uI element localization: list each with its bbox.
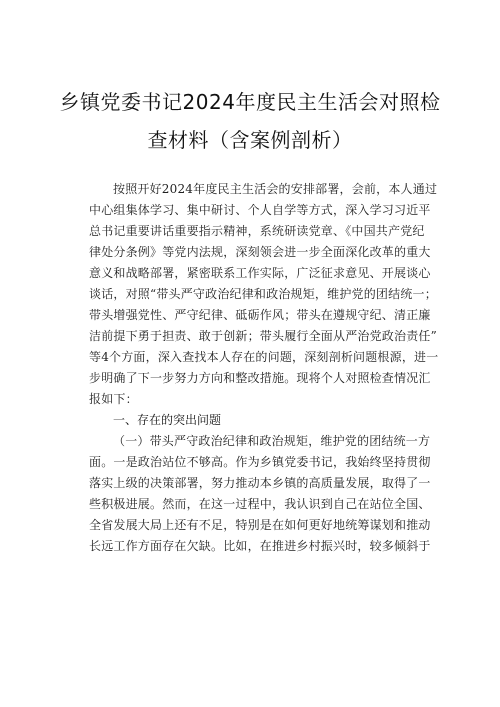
paragraph-line: 些积极进展。然而，在这一过程中，我认识到自己在站位全国、 — [89, 497, 431, 511]
paragraph-line: 总书记重要讲话重要指示精神，系统研读党章、《中国共产党纪 — [89, 224, 425, 238]
paragraph-line: 带头增强党性、严守纪律、砥砺作风；带头在遵规守纪、清正廉 — [89, 308, 431, 322]
paragraph-line: 长远工作方面存在欠缺。比如，在推进乡村振兴时，较多倾斜于 — [89, 539, 431, 553]
paragraph-line: 面。一是政治站位不够高。作为乡镇党委书记，我始终坚持贯彻 — [89, 455, 431, 469]
section-heading: 一、存在的突出问题 — [113, 413, 222, 427]
paragraph-line: 律处分条例》等党内法规，深刻领会进一步全面深化改革的重大 — [89, 245, 431, 259]
paragraph-line: 意义和战略部署，紧密联系工作实际，广泛征求意见、开展谈心 — [89, 266, 431, 280]
paragraph-line: 按照开好2024年度民主生活会的安排部署，会前，本人通过 — [113, 182, 438, 196]
paragraph-line: 落实上级的决策部署，努力推动本乡镇的高质量发展，取得了一 — [89, 476, 431, 490]
document-title-line-1: 乡镇党委书记2024年度民主生活会对照检 — [59, 90, 441, 114]
paragraph-line: 等4个方面，深入查找本人存在的问题，深刻剖析问题根源，进一 — [89, 350, 439, 364]
paragraph-line: 中心组集体学习、集中研讨、个人自学等方式，深入学习习近平 — [89, 203, 431, 217]
intro-paragraph — [89, 179, 439, 410]
section-paragraph — [89, 431, 433, 557]
document-body — [89, 179, 439, 557]
paragraph-line: 全省发展大局上还有不足，特别是在如何更好地统筹谋划和推动 — [89, 518, 431, 532]
document-title-line-2: 查材料（含案例剖析） — [147, 128, 353, 152]
paragraph-line: （一）带头严守政治纪律和政治规矩，维护党的团结统一方 — [113, 434, 431, 448]
paragraph-line: 谈话，对照“带头严守政治纪律和政治规矩，维护党的团结统一； — [89, 287, 437, 301]
paragraph-line: 洁前提下勇于担责、敢于创新；带头履行全面从严治党政治责任” — [89, 329, 437, 343]
paragraph-line: 报如下： — [89, 392, 138, 406]
paragraph-line: 步明确了下一步努力方向和整改措施。现将个人对照检查情况汇 — [89, 371, 431, 385]
